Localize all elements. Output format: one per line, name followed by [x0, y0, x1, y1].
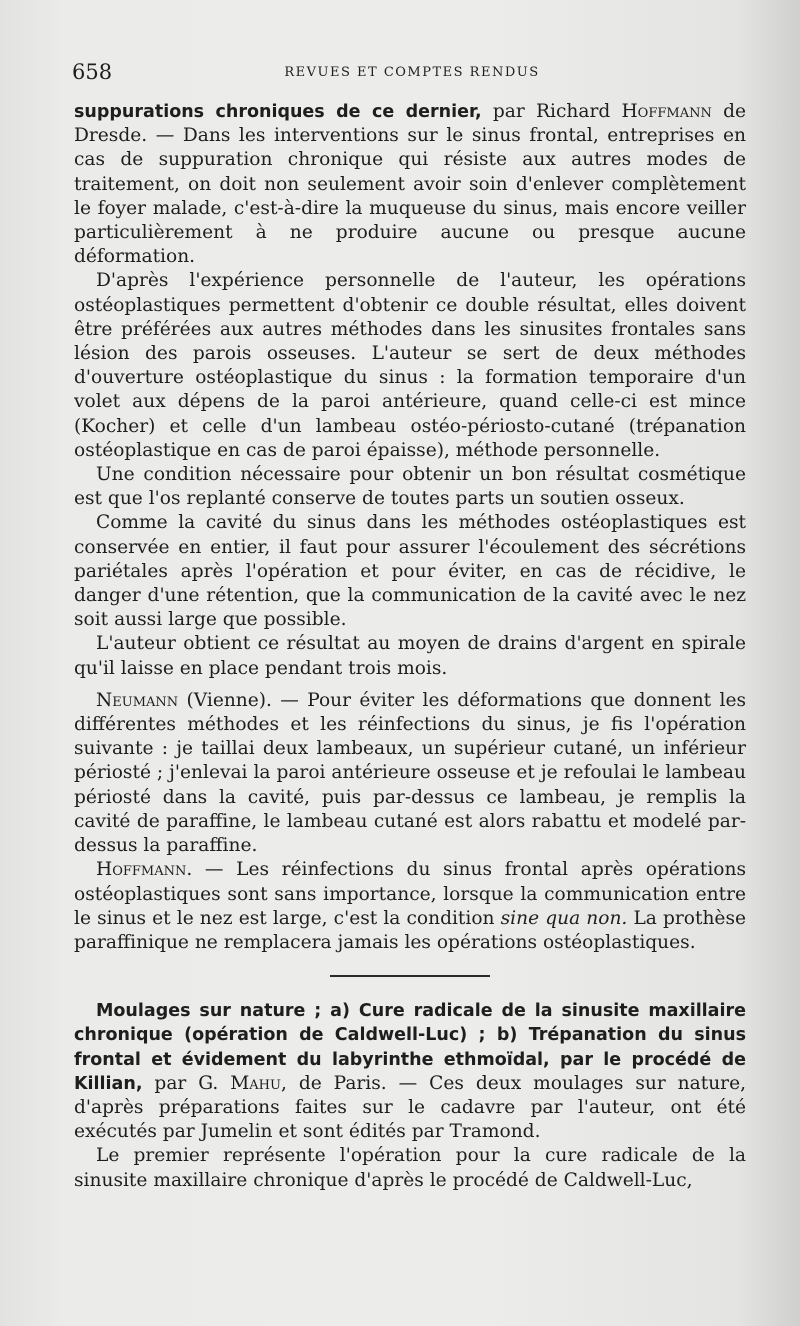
paragraph: D'après l'expérience personnelle de l'auteur, les opérations ostéoplastiques permettent d'obtenir ce double résultat, elles doivent être préférées aux autres méthodes dans les sinusites frontales sans lésion des parois osseuses. L'auteur se sert de deux méthodes d'ouverture ostéoplastique du sinus : la formation temporaire d'un volet aux dépens de la paroi antérieure, quand celle-ci est mince (Kocher) et celle d'un lambeau ostéo-périosto-cutané (trépanation ostéoplastique en cas de paroi épaisse), méthode personnelle. — [74, 270, 746, 461]
paragraph: L'auteur obtient ce résultat au moyen de drains d'argent en spirale qu'il laisse en place pendant trois mois. — [74, 633, 746, 679]
discussion-hoffmann — [74, 858, 746, 955]
discussion-neumann — [74, 689, 746, 858]
spacer — [74, 681, 746, 689]
body-text — [74, 100, 746, 1193]
title-by: par G. — [142, 1072, 231, 1094]
paragraph: Comme la cavité du sinus dans les méthodes ostéoplastiques est conservée en entier, il faut pour assurer l'écoulement des sécrétions pariétales après l'opération et pour éviter, en cas de récidive, le danger d'une rétention, que la communication de la cavité avec le nez soit aussi large que possible. — [74, 512, 746, 631]
paragraph-article — [74, 999, 746, 1144]
article-body: , de Paris. — Ces deux moulages sur nature, d'après préparations faites sur le cadavre par l'auteur, ont été exécutés par Jumelin et sont édités par Tramond. — [74, 1072, 746, 1143]
speaker-text: La prothèse paraffinique ne remplacera jamais les opérations ostéoplastiques. — [74, 907, 746, 953]
speaker-text: (Vienne). — Pour éviter les déformations que donnent les différentes méthodes et les réinfections du sinus, je fis l'opération suivante : je taillai deux lambeaux, un supérieur cutané, un inférieur périosté ; j'enlevai la paroi antérieure osseuse et je refoulai le lambeau périosté dans la cavité, puis par-dessus ce lambeau, je remplis la cavité de paraffine, le lambeau cutané est alors rabattu et modelé par-dessus la paraffine. — [74, 689, 746, 857]
page-number: 658 — [72, 60, 113, 84]
speaker-text: — Les réinfections du sinus frontal après opérations ostéoplastiques sont sans importance, lorsque la communication entre le sinus et le nez est large, c'est la condition — [74, 859, 746, 929]
title-by: par Richard — [481, 101, 622, 122]
paragraph: Une condition nécessaire pour obtenir un bon résultat cosmétique est que l'os replanté conserve de toutes parts un soutien osseux. — [74, 464, 746, 510]
intro-body: de Dresde. — Dans les interventions sur le sinus frontal, entreprises en cas de suppuration chronique qui résiste aux autres modes de traitement, on doit non seulement avoir soin d'enlever complètement le foyer malade, c'est-à-dire la muqueuse du sinus, mais encore veiller particulièrement à ne produire aucune ou presque aucune déformation. — [74, 101, 746, 268]
page-header — [72, 60, 752, 90]
article-title: Moulages sur nature ; a) Cure radicale de la sinusite maxillaire chronique (opération de Caldwell-Luc) ; b) Trépanation du sinus frontal et évidement du labyrinthe ethmoïdal, par le procédé de Killian, — [74, 1001, 746, 1094]
section-divider — [330, 975, 490, 977]
speaker-name: Hoffmann. — [96, 859, 193, 881]
article-title-continued: suppurations chroniques de ce dernier, — [74, 102, 482, 122]
running-head: REVUES ET COMPTES RENDUS — [284, 65, 540, 80]
paragraph: Le premier représente l'opération pour la cure radicale de la sinusite maxillaire chronique d'après le procédé de Caldwell-Luc, — [74, 1145, 746, 1191]
author-name: Hoffmann — [621, 101, 712, 122]
paragraph-intro — [74, 100, 746, 269]
author-name: Mahu — [230, 1072, 281, 1094]
italic-phrase: sine qua non. — [500, 907, 628, 929]
speaker-name: Neumann — [96, 689, 179, 711]
